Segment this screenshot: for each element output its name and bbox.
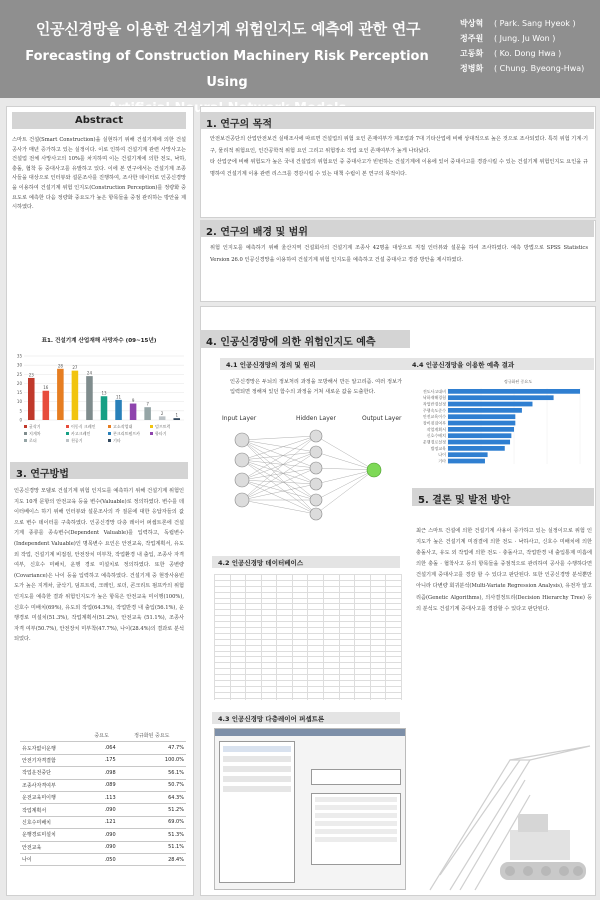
sec5-text: 최근 스마트 건설에 의한 건설기계 사용이 증가하고 있는 실정이므로 위험 인지도가 높은 건설기계 미검결에 의한 전도 · 낙하사고, 신호수 미배치에 의한 충돌사고, 유도 외 작업에 의한 전도 · 충돌사고, 작업반경 내 출입통제 미흡에 의한 충돌 · 협착사고 등의 항목들을 중점적으로 관리하여 공사를 수행하다면 건설기계 중대사고를 경감 할 수 있다고 판단된다. 또한 인공신경망 분석뿐만 아니라 다변량 회귀분석(Multi-Variate Regression Analysis), 유전자 알고리즘(Genetic Algorithms), 의사결정트리(Decision Hierarchy Tree) 등의 분석도 건설기계 중대사고를 경감할 수 있다고 판단된다. [416,528,592,612]
db-cell [277,698,293,700]
bar [448,402,532,407]
author-item: 정병화 ( Chung. Byeong-Hwa) [460,64,585,73]
connection [316,470,374,514]
y-tick-label: 5 [19,408,22,414]
legend-swatch [108,425,111,428]
result-cell: .098 [86,767,118,779]
db-row [215,698,402,700]
category-label: 기타 [438,458,446,464]
legend-swatch [150,432,153,435]
result-cell: 47.7% [118,742,186,754]
data-label: 16 [43,385,49,391]
connection [242,440,316,484]
result-cell: .064 [86,742,118,754]
data-label: 11 [115,394,122,400]
result-table-row [20,804,186,816]
connection [242,436,316,480]
category-label: 운행경로설정 [422,439,446,445]
result-cell: 100.0% [118,754,186,766]
output-node [367,463,381,477]
result-cell: .090 [86,804,118,816]
abstract-heading: Abstract [12,112,186,129]
connection [242,500,316,514]
fatality-bar-chart [10,350,188,448]
db-cell [292,698,308,700]
result-cell: 운전교육미이행 [20,791,86,803]
result-cell: .113 [86,791,118,803]
result-table-row [20,841,186,853]
crane-illustration [400,740,596,896]
result-table-row [20,754,186,766]
result-cell: 운행경로미설치 [20,829,86,841]
input-node [235,433,249,447]
db-cell [386,698,402,700]
result-table [20,730,186,866]
hidden-node [310,462,322,474]
category-label: 작업계획서 [426,426,446,432]
result-cell: 유도자없이운행 [20,742,86,754]
category-label: 전도사고대비 [422,388,446,394]
legend-swatch [108,439,111,442]
result-table-header [20,730,186,742]
data-label: 24 [86,370,93,376]
result-cell: 50.7% [118,779,186,791]
data-label: 13 [101,390,107,396]
category-label: 법정교육 [430,445,446,451]
input-node [235,473,249,487]
importance-bar-chart [408,376,588,472]
bar [115,400,122,420]
data-label: 28 [57,363,63,369]
title-english-line1: Forecasting of Construction Machinery Risk Perception Using [25,49,429,90]
bar [448,414,515,419]
legend-label: 이동식 크레인 [71,424,96,429]
hidden-layer-label: Hidden Layer [296,415,336,422]
connection [242,468,316,500]
bar [28,378,35,420]
connection [316,452,374,470]
db-cell [370,698,386,700]
category-label: 안전교육이수 [422,414,446,420]
result-cell: 안전교육 [20,841,86,853]
db-cell [215,698,231,700]
db-cell [355,698,371,700]
hidden-node [310,430,322,442]
title-english-line2: Neural [174,101,224,116]
bar [448,395,554,400]
data-label: 23 [28,372,34,378]
result-header-cell [20,730,86,742]
result-cell: .090 [86,841,118,853]
result-table-row [20,791,186,803]
sec1-paragraph-1: 안전보건공단의 산업안전보건 실태조사에 따르면 건설업의 위험 요인 존재여부가 제조업과 7대 기타산업에 비해 상대적으로 높은 것으로 조사되었다. 특히 위험 기계·기구, 물리적 위험요인, 인간공학적 위험 요인 그리고 위험장소 작업 요인 존재여부가 높게 나타났다. [210,136,588,154]
category-label: 낙하재해경험 [422,395,446,401]
legend-swatch [24,425,27,428]
sec3-heading: 3. 연구방법 [10,462,188,479]
result-table-row [20,853,186,865]
legend-swatch [66,432,69,435]
legend-label: 고소작업대 [113,424,133,429]
sub41-heading: 4.1 인공신경망의 정의 및 원리 [220,358,410,370]
hidden-node [310,494,322,506]
bar [86,376,93,420]
bar [448,389,580,394]
legend-label: 지게차 [29,431,41,436]
factors-box [311,793,401,865]
category-label: 신호수배치 [426,433,446,439]
data-label: 7 [146,401,149,407]
legend-swatch [150,425,153,428]
legend-label: 콘크리트펌프카 [113,431,141,436]
sec5-heading: 5. 결론 및 발전 방안 [412,488,594,506]
connection [316,470,374,500]
category-label: 장비점검여부 [422,420,446,426]
bar [448,427,514,432]
legend-label: 굴삭기 [29,424,41,429]
db-cell [230,698,246,700]
result-cell: 51.1% [118,841,186,853]
bar [130,404,137,420]
result-cell: 안전기자격결함 [20,754,86,766]
y-tick-label: 15 [16,390,22,396]
dependent-box [311,769,401,785]
result-cell: 신호수미배치 [20,816,86,828]
dialog-titlebar [215,729,405,736]
author-list [460,18,600,78]
result-cell: 51.3% [118,829,186,841]
result-table-row [20,779,186,791]
legend-label: 기타 [113,438,121,443]
bar [448,459,485,464]
result-table-row [20,829,186,841]
data-label: 9 [131,398,135,404]
sec1-heading: 1. 연구의 목적 [200,112,594,129]
result-cell: .175 [86,754,118,766]
neural-network-diagram [212,410,412,530]
connection [242,484,316,500]
legend-swatch [66,439,69,442]
result-cell: .089 [86,779,118,791]
category-label: 나이 [438,452,446,458]
connection [316,468,374,470]
sec1-paragraph-2: 타 산업군에 비해 위험도가 높은 국내 건설업의 위험요인 중 중대사고가 빈번하는 건설기계에 이용에 있어 중대사고를 경감시킬 수 있는 건설기계 위험인지도 요인을 규명하여 건설기계 이용 관련 리스크를 경감시킬 수 있는 대책 수립이 본 연구의 목적이다. [210,159,588,177]
legend-label: 덤프트럭 [155,424,171,429]
bar [448,440,510,445]
legend-swatch [108,432,111,435]
author-item: 고동화 ( Ko. Dong Hwa ) [460,49,562,58]
result-cell: 56.1% [118,767,186,779]
hidden-node [310,508,322,520]
sec3-text: 인공신경망 모델로 건설기계 위험 인지도를 예측하기 위해 건설기계 위험인지도 10개 문항의 안전교육 등을 변수(Valuable)로 정의하였다. 변수를 데이터베이스 하기 위해 인터뷰와 설문조사의 각 질문에 대한 응답자들의 값으로 변수 데이터를 구축하였다. 인공신경망 다층 레이어 퍼셉트론에 건설기계 종류를 종속변수(Dependent Valuable)를 입력하고, 독립변수(Independent Valuable)인 명목변수 요인은 안전교육, 작업계획서, 유도 외 작업, 건설기계 비접검, 안전장치 미부착, 작업환경 내 출입, 조종사 자격 여부, 신호수 미배치, 운행 경로 미설치로 정의하였다. 또한 공변량(Covariance)은 나이 등을 입력하고 예측하였다. 건설기계 중 현장사용빈도가 높은 지게차, 굴삭기, 덤프트럭, 크레인, 로더, 콘크리트 펌프카의 위험인지도를 예측한 결과 위험인지도가 높은 항목은 안전교육 미이행(100%), 신호수 미배치(69%), 유도외 작업(64.3%), 작업반경 내 출입(56.1%), 운행경로 미설치(51.3%), 작업계획서(51.2%), 안전교육 (51.1%), 조종사 자격 여부(50.7%), 안전장치 미부착(47.7%), 나이(28.4%)의 결과로 분석되었다. [14,488,184,643]
result-header-cell: 중요도 [86,730,118,742]
output-layer-label: Output Layer [362,415,402,422]
y-tick-label: 20 [16,380,22,386]
bar [159,416,166,420]
y-tick-label: 35 [16,353,22,359]
database-table [214,574,402,700]
input-layer-label: Input Layer [222,415,257,422]
category-label: 주행속도준수 [422,407,446,413]
sub41-text: 인공신경망은 두뇌의 정보처리 과정을 모방해서 만든 알고리즘. 여러 정보가 입력되면 정해져 있던 함수의 과정을 거쳐 새로운 값을 도출한다. [230,379,402,395]
bar [144,407,151,420]
result-table-row [20,767,186,779]
sub42-heading: 4.2 인공신경망 데이터베이스 [212,556,400,568]
bar [448,408,522,413]
sub43-heading: 4.3 인공신경망 다층레이어 퍼셉트론 [212,712,400,724]
result-cell: 나이 [20,853,86,865]
legend-swatch [24,432,27,435]
bar [101,396,108,420]
sec4-heading: 4. 인공신경망에 의한 위험인지도 예측 [200,330,410,348]
author-item: 박상혁 ( Park. Sang Hyeok ) [460,19,576,28]
bar [57,369,64,420]
author-item: 정주원 ( Jung. Ju Won ) [460,34,556,43]
result-cell: .050 [86,853,118,865]
result-cell: 조종사자격여부 [20,779,86,791]
title-korean: 인공신경망을 이용한 건설기계 위험인지도 예측에 관한 연구 [35,20,421,38]
legend-label: 로더 [29,438,37,443]
result-cell: 64.3% [118,791,186,803]
poster-header [0,0,600,116]
legend-label: 항타기 [155,431,167,436]
variable-list [219,741,295,883]
connection [242,440,316,514]
db-cell [324,698,340,700]
bar [43,391,50,420]
result-cell: .121 [86,816,118,828]
bar [448,446,505,451]
result-cell: .090 [86,829,118,841]
sec2-text: 위험 인지도를 예측하기 위해 울산지역 건설회사의 건설기계 조종사 42명을 대상으로 직접 인터뷰와 설문을 하여 조사하였다. 예측 방법으로 SPSS Statistics Version 26.0 인공신경망을 이용하여 건설기계 위험 인지도를 예측하고 건설 중대사고 경감 방안을 제시하였다. [210,245,588,263]
result-cell: 작업계획서 [20,804,86,816]
abstract-text: 스마트 건설(Smart Construction)을 실현하기 위해 건설기계에 의한 건설공사가 매년 증가하고 있는 실정이다. 이로 인하여 건설기계 관련 사망사고는 건설업 전체 사망사고의 10%를 차지하며 이는 건설기계에 의한 전도, 낙하, 충돌, 협착 등 중대사고를 유발하고 있다. 이에 본 연구에서는 건설기계 조종사들을 대상으로 인터뷰와 설문조사를 진행하여, 조사한 데이터로 인공신경망을 이용하여 건설기계 위험 인지도(Construction Perception)를 정량화 중요도로 예측한 다음 정량화 중요도가 높은 항목들을 중점 관리하는 방안을 제시하였다. [12,137,186,211]
legend-swatch [66,425,69,428]
y-tick-label: 10 [16,399,22,405]
db-cell [246,698,262,700]
legend-label: 카고크레인 [71,431,91,436]
result-table-row [20,816,186,828]
sec2-heading: 2. 연구의 배경 및 범위 [200,220,594,237]
sec1-text [210,134,588,214]
y-tick-label: 30 [16,362,22,368]
category-label: 작업반경설정 [422,401,446,407]
legend-swatch [24,439,27,442]
db-cell [308,698,324,700]
connection [316,436,374,470]
legend-label: 천공기 [71,438,83,443]
connection [242,440,316,452]
input-node [235,453,249,467]
result-cell: 작업운전중단 [20,767,86,779]
db-cell [339,698,355,700]
bar [448,433,511,438]
sub44-heading: 4.4 인공신경망을 이용한 예측 결과 [406,358,594,370]
db-cell [261,698,277,700]
result-cell: 69.0% [118,816,186,828]
bar [448,421,515,426]
result-header-cell: 정규화된 중요도 [118,730,186,742]
bar [448,452,488,457]
result-cell: 28.4% [118,853,186,865]
bar [72,371,79,420]
bar [173,418,180,420]
connection [316,470,374,484]
table1-caption: 표1. 건설기계 산업재해 사망자수 (09~15년) [41,338,157,344]
input-node [235,493,249,507]
y-tick-label: 0 [19,417,22,423]
spss-dialog-screenshot [214,728,406,890]
data-label: 27 [72,365,78,371]
y-tick-label: 25 [16,371,22,377]
hidden-node [310,446,322,458]
data-label: 2 [160,410,164,416]
result-table-row [20,742,186,754]
hidden-node [310,478,322,490]
result-cell: 51.2% [118,804,186,816]
chart-title: 정규화된 중요도 [503,379,533,384]
data-label: 1 [175,412,179,418]
